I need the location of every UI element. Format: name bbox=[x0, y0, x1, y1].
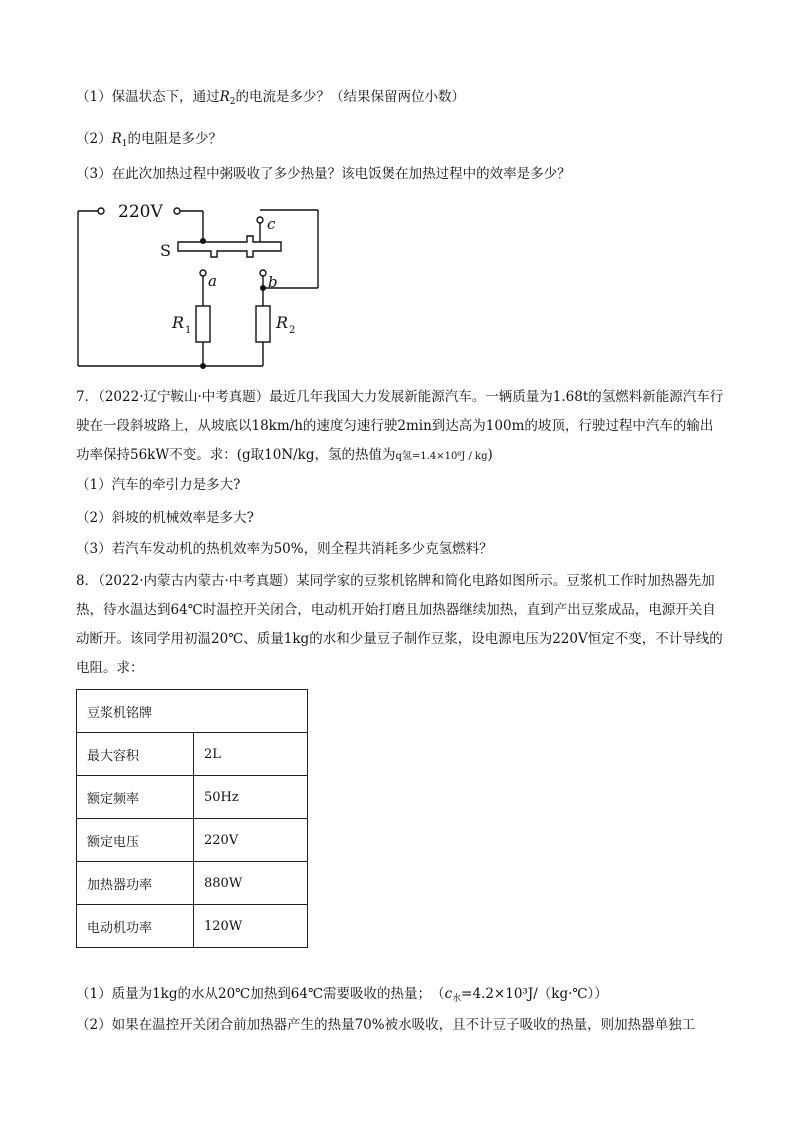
table-cell-label: 额定频率 bbox=[77, 776, 194, 819]
table-cell-label: 加热器功率 bbox=[77, 862, 194, 905]
table-cell-label: 最大容积 bbox=[77, 733, 194, 776]
label-r2: R bbox=[276, 313, 289, 332]
q7-sub2: （2）斜坡的机械效率是多大? bbox=[76, 510, 254, 526]
table-cell-value: 120W bbox=[194, 905, 308, 948]
q8-sub1: （1）质量为1kg的水从20℃加热到64℃需要吸收的热量； $(c_水=4.2\times 10^3J/(kg\cdot℃))$ bbox=[76, 986, 608, 1004]
table-cell-value: 50Hz bbox=[194, 776, 308, 819]
resistor-r2 bbox=[256, 306, 270, 342]
q7-sub3: （3）若汽车发动机的热机效率为50%，则全程共消耗多少克氢燃料？ bbox=[76, 541, 493, 557]
table-row bbox=[77, 690, 308, 733]
q7-heat-value: q氢=1.4×10⁸J / kg bbox=[395, 451, 488, 462]
q8-sub2: （2）如果在温控开关闭合前加热器产生的热量70%被水吸收，且不计豆子吸收的热量，则加热器单独工 bbox=[76, 1017, 696, 1033]
contact-a bbox=[200, 270, 206, 276]
spec-table bbox=[76, 689, 308, 948]
resistor-r1 bbox=[196, 306, 210, 342]
q7-sub1: （1）汽车的牵引力是多大? bbox=[76, 477, 241, 493]
table-title: 豆浆机铭牌 bbox=[77, 690, 308, 733]
q6-sub3: （3）在此次加热过程中粥吸收了多少热量？该电饭煲在加热过程中的效率是多少？ bbox=[76, 166, 571, 182]
label-r1-sub: 1 bbox=[185, 325, 192, 336]
q6-sub2: $(2)R_1$的电阻是多少？ bbox=[76, 131, 222, 149]
table-row bbox=[77, 733, 308, 776]
label-r2-sub: 2 bbox=[289, 325, 296, 336]
label-a: a bbox=[208, 272, 217, 290]
label-r1: R bbox=[172, 313, 185, 332]
table-row bbox=[77, 862, 308, 905]
terminal-right bbox=[174, 208, 180, 214]
table-cell-value: 880W bbox=[194, 862, 308, 905]
contact-b bbox=[260, 270, 266, 276]
table-cell-label: 电动机功率 bbox=[77, 905, 194, 948]
voltage-label: 220V bbox=[118, 202, 163, 222]
q8-stem: 8．（2022·内蒙古内蒙古·中考真题）某同学家的豆浆机铭牌和简化电路如图所示。豆浆机工作时加热器先加热，待水温达到64℃时温控开关闭合，电动机开始打磨且加热器继续加热，直到产出豆浆成品，电源开关自动断开。该同学用初温20℃、质量1kg的水和少量豆子制作豆浆，设电源电压为220V恒定不变，不计导线的电阻。求： bbox=[76, 573, 723, 676]
terminal-left bbox=[98, 208, 104, 214]
label-b: b bbox=[268, 273, 278, 291]
table-row bbox=[77, 776, 308, 819]
switch-label: S bbox=[160, 241, 171, 260]
table-cell-value: 2L bbox=[194, 733, 308, 776]
table-row bbox=[77, 819, 308, 862]
contact-c bbox=[257, 217, 263, 223]
circuit-diagram bbox=[70, 200, 330, 372]
q7-stem: 7．（2022·辽宁鞍山·中考真题）最近几年我国大力发展新能源汽车。一辆质量为1.68t的氢燃料新能源汽车行驶在一段斜坡路上，从坡底以18km/h的速度匀速行驶2min到达高为100m的坡顶，行驶过程中汽车的输出功率保持56kW不变。求：(g取10N/kg，氢的热值为q氢=1.4×10⁸J / kg) bbox=[76, 389, 724, 463]
switch-bar bbox=[178, 236, 281, 257]
label-c: c bbox=[267, 215, 276, 233]
table-cell-value: 220V bbox=[194, 819, 308, 862]
table-row bbox=[77, 905, 308, 948]
table-cell-label: 额定电压 bbox=[77, 819, 194, 862]
q6-sub1: （1）保温状态下，通过$R_2$的电流是多少？（结果保留两位小数） bbox=[76, 89, 465, 107]
